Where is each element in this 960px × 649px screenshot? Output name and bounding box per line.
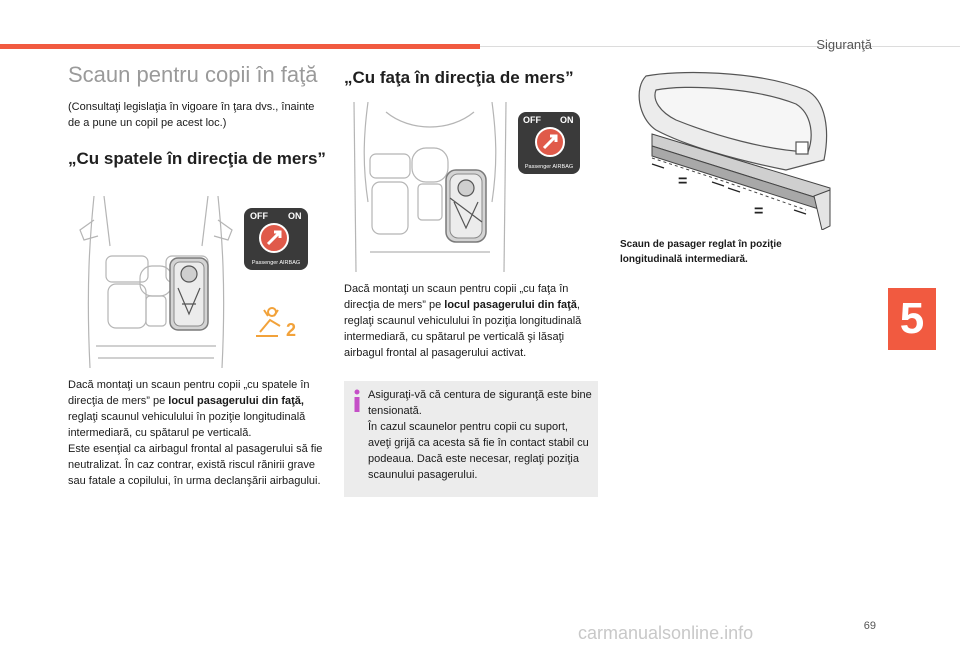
section-title: Siguranţă [816,37,872,52]
forward-facing-heading: „Cu faţa în direcţia de mers” [344,68,574,87]
rear-facing-heading: „Cu spatele în direcţia de mers” [68,149,326,168]
seat-rail-illustration [616,70,838,230]
emphasis: locul pasagerului din faţă, [168,395,304,407]
emphasis: locul pasagerului din faţă [444,299,577,311]
badge-off-label: OFF [250,211,268,221]
airbag-on-badge-forward [518,112,580,179]
header-accent-bar [0,44,480,49]
rear-facing-car-illustration [76,196,236,368]
badge-caption: Passenger AIRBAG [524,164,574,170]
child-seat-rear-facing [170,258,208,330]
badge-caption: Passenger AIRBAG [251,260,301,266]
equal-mark-rear: = [754,203,764,220]
info-box [344,381,598,497]
rear-facing-text: Dacă montaţi un scaun pentru copii „cu spatele în direcţia de mers” pe locul pasagerului din faţă, reglaţi scaunul vehiculului în poziţie longitudinală intermediară, cu spătarul pe verticală. Este esenţial ca airbagul frontal al pasagerului să fie neutralizat. În caz contrar, există riscul rănirii grave sau fatale a copilului, în urma declanşării airbagului. [68,379,323,487]
equal-mark-front: = [678,173,688,190]
info-text: Asiguraţi-vă că centura de siguranţă este bine tensionată. În cazul scaunelor pentru copii cu suport, aveţi grijă ca acesta să fie în contact stabil cu podeaua. Dacă este necesar, reglaţi poziţia scaunului pasagerului. [368,389,592,481]
badge-on-label: ON [560,115,574,125]
child-seat-forward-facing [446,170,486,242]
chapter-tab: 5 [888,288,936,350]
forward-facing-car-illustration [350,102,510,272]
intro-text: (Consultaţi legislaţia în vigoare în ţara dvs., înainte de a pune un copil pe acest loc.) [68,101,315,129]
header-divider [480,46,960,47]
page-number: 69 [863,620,876,632]
badge-off-label: OFF [523,115,541,125]
info-icon [350,389,364,413]
airbag-off-badge-rear [244,208,308,275]
figure-caption: Scaun de pasager reglat în poziţie longitudinală intermediară. [620,239,782,265]
watermark: carmanualsonline.info [578,623,754,643]
page-title: Scaun pentru copii în faţă [68,62,318,87]
badge-on-label: ON [288,211,302,221]
airbag-warning-icon [252,306,302,342]
forward-facing-text: Dacă montaţi un scaun pentru copii „cu faţa în direcţia de mers” pe locul pasagerului din faţă, reglaţi scaunul vehiculului în poziţia longitudinală intermediară, cu spătarul pe verticală şi lăsaţi airbagul frontal al pasagerului activat. [344,283,582,359]
svg-text:2: 2 [286,320,297,340]
